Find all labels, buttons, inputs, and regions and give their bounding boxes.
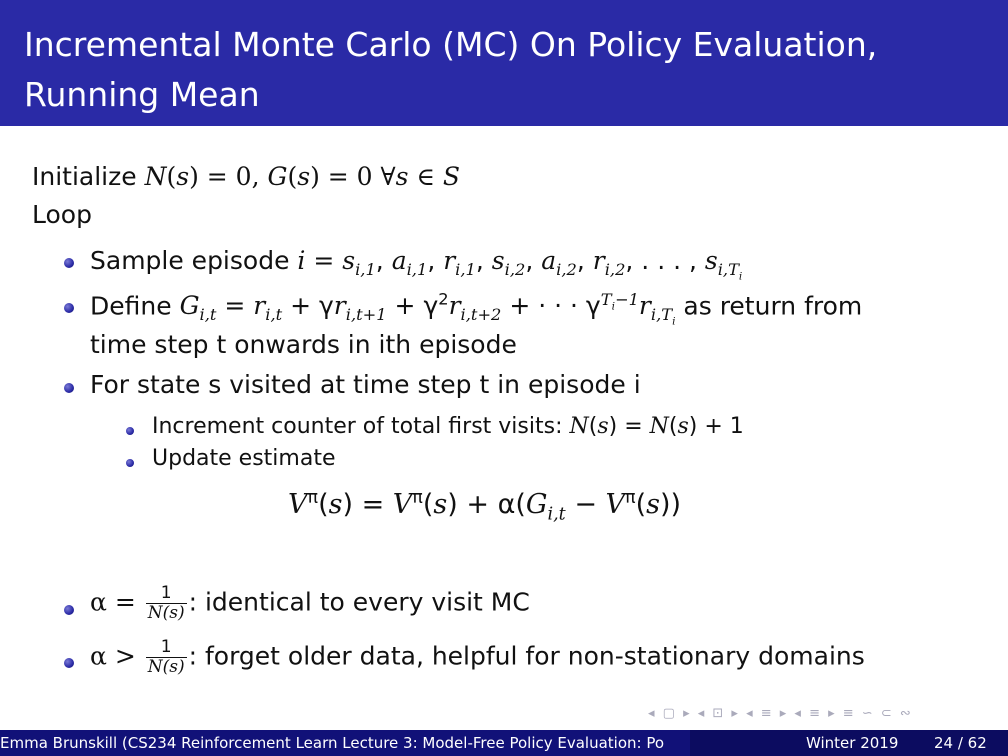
bullet-icon — [64, 605, 74, 615]
fraction-one-over-n: $\frac{1}{N(s)}$ — [147, 637, 185, 677]
define-text: Define — [90, 291, 172, 321]
alpha-greater-text: : forget older data, helpful for non-stationary domains — [188, 641, 865, 671]
bullet-icon — [64, 383, 74, 393]
beamer-navigation-icons[interactable]: ◂ ▢ ▸ ◂ ⊡ ▸ ◂ ≡ ▸ ◂ ≡ ▸ ≡ ∽ ⊂ ∾ — [648, 706, 913, 721]
sub-bullet-icon — [126, 459, 134, 467]
initialize-label: Initialize — [32, 162, 137, 191]
footer-right — [690, 730, 1008, 756]
footer-author-title: Emma Brunskill (CS234 Reinforcement Learn Lecture 3: Model-Free Policy Evaluation: Po — [0, 734, 665, 752]
bullet-icon — [64, 303, 74, 313]
title-bar — [0, 0, 1008, 126]
sample-episode-math: $i = s_{i,1}$, $a_{i,1}$, $r_{i,1}$, $s_{i,2}$, $a_{i,2}$, $r_{i,2}$, . . . , $s_{i,T_i}$ — [297, 246, 743, 283]
bullet-for-state: For state s visited at time step t in episode i — [90, 370, 641, 399]
footer-date: Winter 2019 — [806, 734, 899, 752]
define-return-line-2: time step t onwards in ith episode — [90, 330, 517, 359]
sub-bullet-update: Update estimate — [152, 446, 336, 471]
sub-bullet-increment — [152, 414, 744, 439]
as-return-from-text: as return from — [683, 291, 863, 321]
increment-math: N(s) = N(s) + 1 — [569, 414, 744, 439]
slide-title — [24, 20, 984, 120]
title-line-2: Running Mean — [24, 75, 260, 114]
page-number: 24 / 62 — [934, 734, 987, 752]
bullet-alpha-greater: α > $\frac{1}{N(s)}$ : forget older data, helpful for non-stationary domains — [90, 637, 865, 677]
initialize-math: N(s) = 0, G(s) = 0 ∀s ∈ S — [144, 162, 461, 191]
sub-bullet-icon — [126, 427, 134, 435]
bullet-icon — [64, 658, 74, 668]
title-line-1: Incremental Monte Carlo (MC) On Policy Evaluation, — [24, 25, 878, 64]
bullet-define-return — [90, 290, 862, 328]
increment-text: Increment counter of total first visits: — [152, 414, 563, 439]
loop-label: Loop — [32, 200, 92, 229]
initialize-line — [32, 162, 460, 191]
sample-episode-text: Sample episode — [90, 246, 290, 275]
return-math: $G_{i,t} = r_{i,t} + \gamma r_{i,t+1} + \gamma^2r_{i,t+2}$ + · · · $\gamma^{T_i-1}r_{i,T_i}$ — [179, 290, 676, 328]
bullet-icon — [64, 258, 74, 268]
update-equation: $V^\pi(s) = V^\pi(s) + \alpha(G_{i,t} - V^\pi(s))$ — [288, 488, 682, 525]
footer-bar — [0, 730, 1008, 756]
fraction-one-over-n: $\frac{1}{N(s)}$ — [147, 583, 185, 623]
bullet-sample-episode — [90, 246, 742, 282]
alpha-equal-text: : identical to every visit MC — [188, 587, 530, 617]
bullet-alpha-equal: α = $\frac{1}{N(s)}$ : identical to every visit MC — [90, 583, 530, 623]
